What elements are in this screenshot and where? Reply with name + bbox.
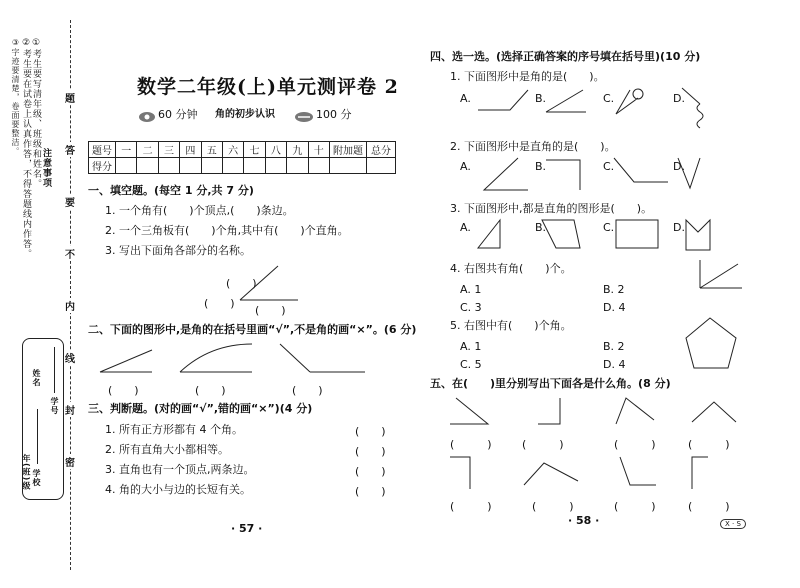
student-id-label: 学号 [50,397,59,415]
s4-q1-fig-d [682,88,700,104]
s4-q3-label-a: A. [460,221,471,234]
binding-char-6: 线 [65,350,75,365]
time-limit: 60 分钟 [158,108,198,121]
s5-fig-7 [620,457,656,485]
score-cell[interactable] [180,158,201,174]
th-10: 十 [308,142,329,158]
score-table-score-row [89,158,396,174]
s3-item-4: 4. 角的大小与边的长短有关。 [105,483,251,496]
s1-q1: 1. 一个角有( )个顶点,( )条边。 [105,204,294,217]
s1-q3: 3. 写出下面角各部分的名称。 [105,244,251,257]
right-page-number: · 58 · [568,514,600,527]
s5-blank-7[interactable]: ( ) [614,500,656,513]
s4-q2-label-a: A. [460,160,471,173]
note-2: ②考生要在试卷上认真作答，不得答题线内作答。 [21,38,31,259]
school-label: 学校 [32,469,41,487]
s5-fig-8 [692,457,708,489]
score-table-header-row [89,142,396,158]
s3-blank-3[interactable]: ( ) [355,465,386,478]
publisher-code: X · S [720,519,746,529]
s2-fig3 [280,344,310,372]
total-score: 100 分 [316,108,352,121]
score-row-label: 得分 [89,158,116,174]
th-3: 三 [158,142,179,158]
s4-q4-opt-a[interactable]: A. 1 [460,283,482,296]
s5-blank-8[interactable]: ( ) [688,500,730,513]
s4-q4-opt-c[interactable]: C. 3 [460,301,482,314]
s4-q2-fig-a [484,158,528,190]
s4-q5-opt-b[interactable]: B. 2 [603,340,625,353]
s4-q3-fig-d [686,220,710,250]
s5-blank-6[interactable]: ( ) [532,500,574,513]
name-label-visible: 姓名 [32,369,41,387]
s4-q1-label-c: C. [603,92,615,105]
s3-item-1: 1. 所有正方形都有 4 个角。 [105,423,243,436]
s5-title: 五、在( )里分别写出下面各是什么角。(8 分) [430,377,671,390]
s3-item-3: 3. 直角也有一个顶点,两条边。 [105,463,255,476]
time-badge [138,108,156,127]
binding-char-7: 封 [65,402,75,417]
notes-box [11,38,52,259]
left-page-number: · 57 · [231,522,263,535]
s2-fig2 [180,344,252,372]
s3-item-2: 2. 所有直角大小都相等。 [105,443,229,456]
binding-char-5: 内 [65,298,75,313]
s4-q1-fig-b [546,90,583,112]
s4-q1-label-d: D. [673,92,685,105]
binding-margin [0,0,82,588]
student-info-box [22,338,64,500]
s1-q2: 2. 一个三角板有( )个角,其中有( )个直角。 [105,224,349,237]
s3-title: 三、判断题。(对的画“√”,错的画“×”)(4 分) [88,402,313,415]
s4-q3-label-d: D. [673,221,685,234]
s5-fig-2 [538,398,560,424]
th-9: 九 [287,142,308,158]
student-id-line [54,347,55,393]
s3-blank-4[interactable]: ( ) [355,485,386,498]
s5-figures-row1 [448,396,768,432]
s4-q1: 1. 下面图形中是角的是( )。 [450,70,605,83]
s4-q5-opt-a[interactable]: A. 1 [460,340,482,353]
s1-blank-vertex[interactable]: ( ) [204,297,235,310]
s4-q3: 3. 下面图形中,都是直角的图形是( )。 [450,202,653,215]
s2-blank-1[interactable]: ( ) [108,384,139,397]
s2-figures [100,342,400,382]
s4-q3-fig-a [478,220,500,248]
s3-blank-2[interactable]: ( ) [355,445,386,458]
s1-title: 一、填空题。(每空 1 分,共 7 分) [88,184,254,197]
binding-char-2: 答 [65,142,75,157]
s4-q5-opt-c[interactable]: C. 5 [460,358,482,371]
s4-q1-label-a: A. [460,92,471,105]
score-cell[interactable] [201,158,222,174]
score-cell[interactable] [116,158,137,174]
s4-q3-fig-b [542,220,580,248]
s2-fig1 [100,350,152,372]
s4-q3-label-b: B. [535,221,547,234]
s5-fig-4 [692,402,736,422]
clock-icon [138,111,156,123]
s4-q2-label-c: C. [603,160,615,173]
class-label: 年(班)级 [22,454,31,491]
score-badge [294,108,314,127]
s5-fig-1 [450,398,488,424]
s2-title: 二、下面的图形中,是角的在括号里画“√”,不是角的画“×”。(6 分) [88,323,417,336]
s4-q1-fig-a [478,90,528,110]
s4-q4-figure [698,258,748,298]
s5-blank-3[interactable]: ( ) [614,438,656,451]
s2-blank-2[interactable]: ( ) [195,384,226,397]
s4-q2-fig-d [678,158,700,188]
s5-fig-6 [524,463,578,485]
th-extra: 附加题 [330,142,367,158]
score-cell[interactable] [265,158,286,174]
score-cell[interactable] [137,158,158,174]
binding-char-1: 题 [65,90,75,105]
s4-q2-fig-c [614,158,668,182]
binding-char-4: 不 [65,246,75,261]
s4-q3-label-c: C. [603,221,615,234]
s4-q5: 5. 右图中有( )个角。 [450,319,572,332]
school-line [37,409,38,464]
th-5: 五 [201,142,222,158]
exam-title: 数学二年级(上)单元测评卷 2 [137,76,399,98]
score-cell[interactable] [222,158,243,174]
th-8: 八 [265,142,286,158]
s2-blank-3[interactable]: ( ) [292,384,323,397]
s4-q2-label-b: B. [535,160,547,173]
th-6: 六 [222,142,243,158]
s4-q2-label-d: D. [673,160,685,173]
th-total: 总分 [367,142,396,158]
s4-q5-opt-d[interactable]: D. 4 [603,358,626,371]
score-cell[interactable] [330,158,367,174]
score-cell[interactable] [308,158,329,174]
pen-icon [294,111,314,123]
s5-fig-5 [450,457,470,489]
s4-q2-fig-b [546,160,580,190]
s4-q2-figures [478,154,758,199]
th-4: 四 [180,142,201,158]
s4-q1-figures [478,86,758,131]
s5-figures-row2 [448,455,768,495]
s3-blank-1[interactable]: ( ) [355,425,386,438]
score-cell[interactable] [158,158,179,174]
score-cell[interactable] [287,158,308,174]
th-7: 七 [244,142,265,158]
s5-blank-1[interactable]: ( ) [450,438,492,451]
th-2: 二 [137,142,158,158]
s4-q5-pentagon [684,316,744,376]
s5-blank-4[interactable]: ( ) [688,438,730,451]
th-label: 题号 [89,142,116,158]
note-3: ③字迹要清楚，卷面要整洁。 [11,38,20,156]
s4-q4: 4. 右图共有角( )个。 [450,262,572,275]
score-cell[interactable] [244,158,265,174]
score-table [88,141,396,174]
s4-q3-fig-c [616,220,658,248]
s5-blank-5[interactable]: ( ) [450,500,492,513]
notes-title: 注意事项 [41,148,51,188]
binding-char-8: 密 [65,454,75,469]
s4-q3-figures [470,216,750,261]
s4-q1-label-b: B. [535,92,547,105]
s5-fig-3 [616,398,654,424]
th-1: 一 [116,142,137,158]
s5-blank-2[interactable]: ( ) [522,438,564,451]
s1-blank-edge[interactable]: ( ) [226,277,257,290]
s4-title: 四、选一选。(选择正确答案的序号填在括号里)(10 分) [430,50,701,63]
s1-blank-edge-2[interactable]: ( ) [255,304,286,317]
exam-topic: 角的初步认识 [215,109,275,120]
s4-q1-fig-c [616,98,638,114]
s4-q4-opt-b[interactable]: B. 2 [603,283,625,296]
binding-char-3: 要 [65,194,75,209]
s4-q4-opt-d[interactable]: D. 4 [603,301,626,314]
score-cell[interactable] [367,158,396,174]
s4-q2: 2. 下面图形中是直角的是( )。 [450,140,616,153]
note-1: ①考生要写清年级、班级和姓名。 [31,38,41,189]
